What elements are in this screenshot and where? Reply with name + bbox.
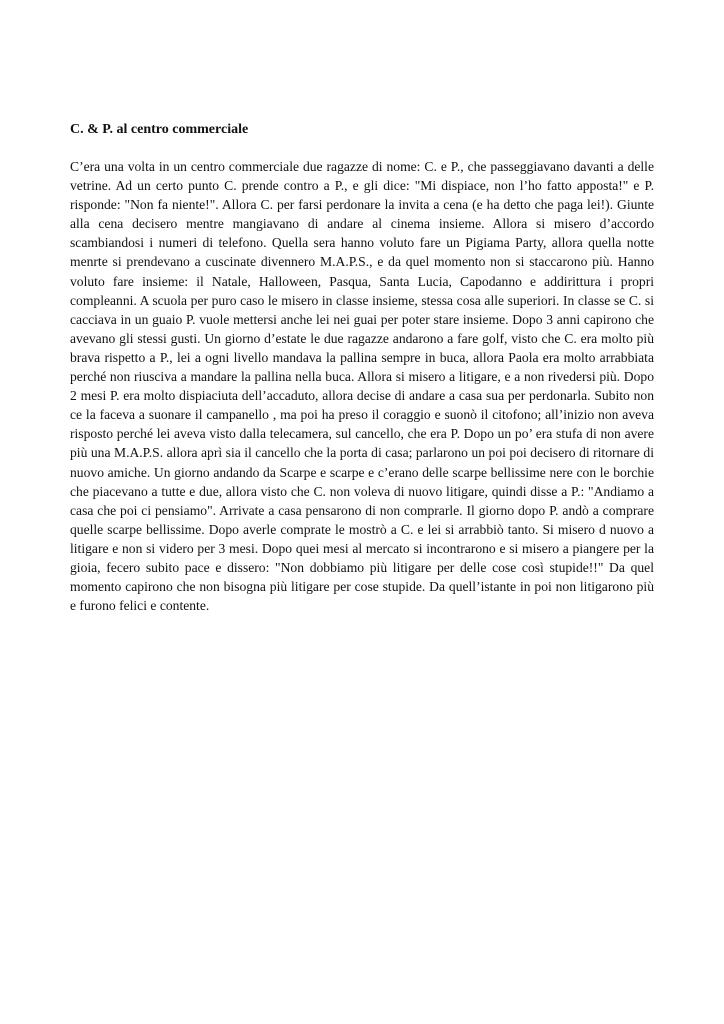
document-content [70,120,654,615]
document-body-paragraph: C’era una volta in un centro commerciale due ragazze di nome: C. e P., che passeggiavano davanti a delle vetrine. Ad un certo punto C. prende contro a P., e gli dice: "Mi dispiace, non l’ho fatto apposta!" e P. risponde: "Non fa niente!". Allora C. per farsi perdonare la invita a cena (e ha detto che paga lei!). Giunte alla cena decisero mentre mangiavano di andare al cinema insieme. Allora si misero d’accordo scambiandosi i numeri di telefono. Quella sera hanno voluto fare un Pigiama Party, allora quella notte menrte si prendevano a cuscinate divennero M.A.P.S., e da quel momento non si staccarono più. Hanno voluto fare insieme: il Natale, Halloween, Pasqua, Santa Lucia, Capodanno e addirittura i propri compleanni. A scuola per puro caso le misero in classe insieme, stessa cosa alle superiori. In classe se C. si cacciava in un guaio P. vuole mettersi anche lei nei guai per poter stare insieme. Dopo 3 anni capirono che avevano gli stessi gusti. Un giorno d’estate le due ragazze andarono a fare golf, visto che C. era molto più brava rispetto a P., lei a ogni livello mandava la pallina sempre in buca, allora Paola era molto arrabbiata perché non riusciva a mandare la pallina nella buca. Allora si misero a litigare, e a non rivedersi più. Dopo 2 mesi P. era molto dispiaciuta dell’accaduto, allora decise di andare a casa sua per perdonarla. Subito non ce la faceva a suonare il campanello , ma poi ha preso il coraggio e suonò il citofono; all’inizio non aveva risposto perché lei aveva visto dalla telecamera, sul cancello, che era P. Dopo un po’ era stufa di non avere più una M.A.P.S. allora aprì sia il cancello che la porta di casa; parlarono un poi poi decisero di ritornare di nuovo amiche. Un giorno andando da Scarpe e scarpe e c’erano delle scarpe bellissime nere con le borchie che piacevano a tutte e due, allora visto che C. non voleva di nuovo litigare, quindi disse a P.: "Andiamo a casa che poi ci pensiamo". Arrivate a casa pensarono di non comprarle. Il giorno dopo P. andò a comprare quelle scarpe bellissime. Dopo averle comprate le mostrò a C. e lei si arrabbiò tanto. Si misero d nuovo a litigare e non si videro per 3 mesi. Dopo quei mesi al mercato si incontrarono e si misero a piangere per la gioia, fecero subito pace e dissero: "Non dobbiamo più litigare per delle cose così stupide!!" Da quel momento capirono che non bisogna più litigare per cose stupide. Da quell’istante in poi non litigarono più e furono felici e contente. [70,159,654,614]
document-title: C. & P. al centro commerciale [70,122,249,137]
